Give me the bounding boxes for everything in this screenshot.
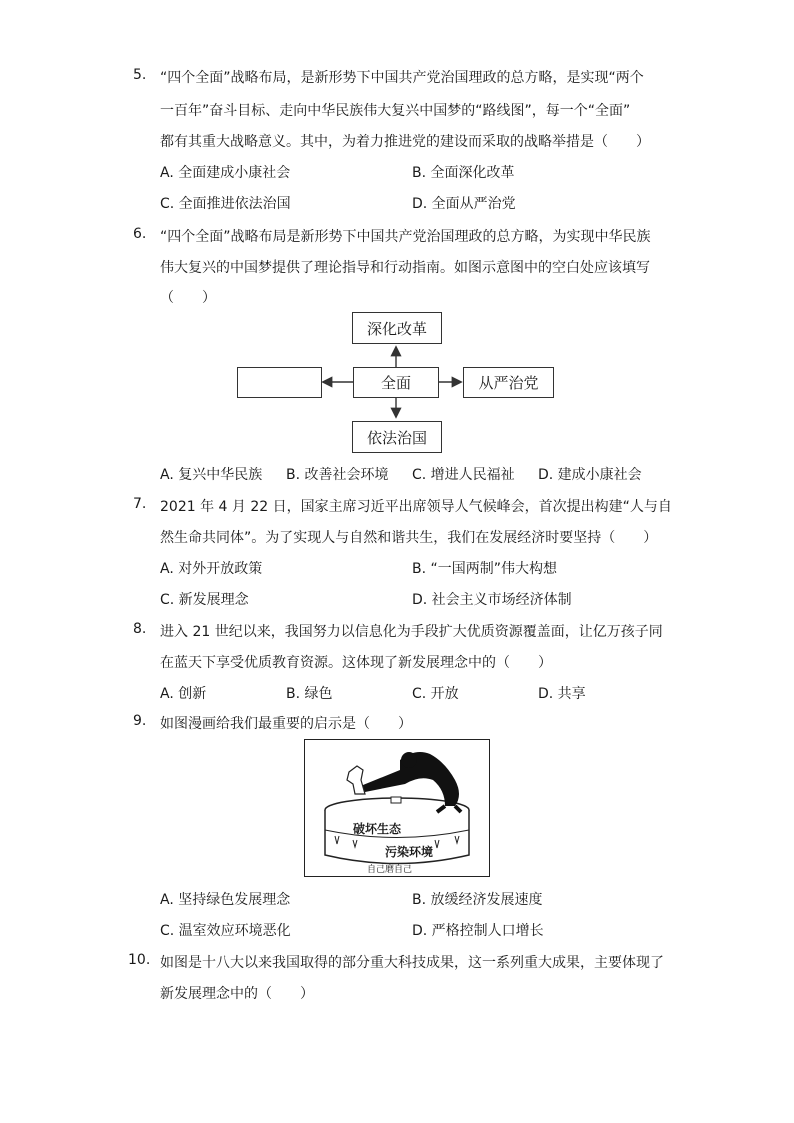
diagram-box-left-blank (237, 367, 322, 398)
question-text-line: 新发展理念中的（ ） (160, 986, 314, 1002)
cartoon-caption: 自己磨自己 (367, 865, 413, 875)
question-number: 8. (133, 621, 147, 637)
option-c[interactable]: C. 温室效应环境恶化 (160, 923, 291, 939)
option-c[interactable]: C. 开放 (412, 686, 459, 702)
option-b[interactable]: B. 放缓经济发展速度 (412, 892, 543, 908)
question-text-line: （ ） (160, 290, 216, 306)
option-a[interactable]: A. 复兴中华民族 (160, 467, 263, 483)
option-d[interactable]: D. 严格控制人口增长 (412, 923, 544, 939)
option-d[interactable]: D. 社会主义市场经济体制 (412, 592, 572, 608)
question-text-line: 如图漫画给我们最重要的启示是（ ） (160, 716, 412, 732)
question-number: 5. (133, 67, 147, 83)
diagram-box-center: 全面 (353, 367, 439, 398)
option-a[interactable]: A. 对外开放政策 (160, 561, 263, 577)
diagram-box-right: 从严治党 (463, 367, 554, 398)
question-text-line: 如图是十八大以来我国取得的部分重大科技成果，这一系列重大成果，主要体现了 (160, 955, 664, 971)
question-text-line: 在蓝天下享受优质教育资源。这体现了新发展理念中的（ ） (160, 655, 552, 671)
diagram-box-top: 深化改革 (352, 312, 442, 344)
question-text-line: 伟大复兴的中国梦提供了理论指导和行动指南。如图示意图中的空白处应该填写 (160, 260, 650, 276)
option-a[interactable]: A. 创新 (160, 686, 207, 702)
question-text-line: “四个全面”战略布局，是新形势下中国共产党治国理政的总方略，是实现“两个 (160, 70, 644, 86)
option-b[interactable]: B. 绿色 (286, 686, 333, 702)
option-d[interactable]: D. 全面从严治党 (412, 196, 516, 212)
cartoon-label-top: 破坏生态 (353, 822, 402, 836)
question-text-line: 2021 年 4 月 22 日，国家主席习近平出席领导人气候峰会，首次提出构建“人与自 (160, 499, 672, 515)
question-text-line: 然生命共同体”。为了实现人与自然和谐共生，我们在发展经济时要坚持（ ） (160, 530, 658, 546)
cartoon-image (304, 739, 490, 877)
question-text-line: 一百年”奋斗目标、走向中华民族伟大复兴中国梦的“路线图”，每一个“全面” (160, 103, 631, 119)
question-number: 10. (128, 952, 151, 968)
option-a[interactable]: A. 坚持绿色发展理念 (160, 892, 291, 908)
option-c[interactable]: C. 新发展理念 (160, 592, 249, 608)
option-b[interactable]: B. “一国两制”伟大构想 (412, 561, 558, 577)
option-c[interactable]: C. 全面推进依法治国 (160, 196, 291, 212)
option-d[interactable]: D. 建成小康社会 (538, 467, 642, 483)
diagram-box-bottom: 依法治国 (352, 421, 442, 453)
question-text-line: “四个全面”战略布局是新形势下中国共产党治国理政的总方略，为实现中华民族 (160, 229, 651, 245)
question-number: 6. (133, 226, 147, 242)
cartoon-label-mid: 污染环境 (385, 845, 434, 859)
option-b[interactable]: B. 改善社会环境 (286, 467, 389, 483)
option-c[interactable]: C. 增进人民福祉 (412, 467, 515, 483)
option-b[interactable]: B. 全面深化改革 (412, 165, 515, 181)
option-a[interactable]: A. 全面建成小康社会 (160, 165, 291, 181)
question-number: 7. (133, 496, 147, 512)
strategy-diagram (236, 310, 556, 458)
question-number: 9. (133, 713, 147, 729)
question-text-line: 进入 21 世纪以来，我国努力以信息化为手段扩大优质资源覆盖面，让亿万孩子同 (160, 624, 663, 640)
option-d[interactable]: D. 共享 (538, 686, 586, 702)
question-text-line: 都有其重大战略意义。其中，为着力推进党的建设而采取的战略举措是（ ） (160, 134, 650, 150)
